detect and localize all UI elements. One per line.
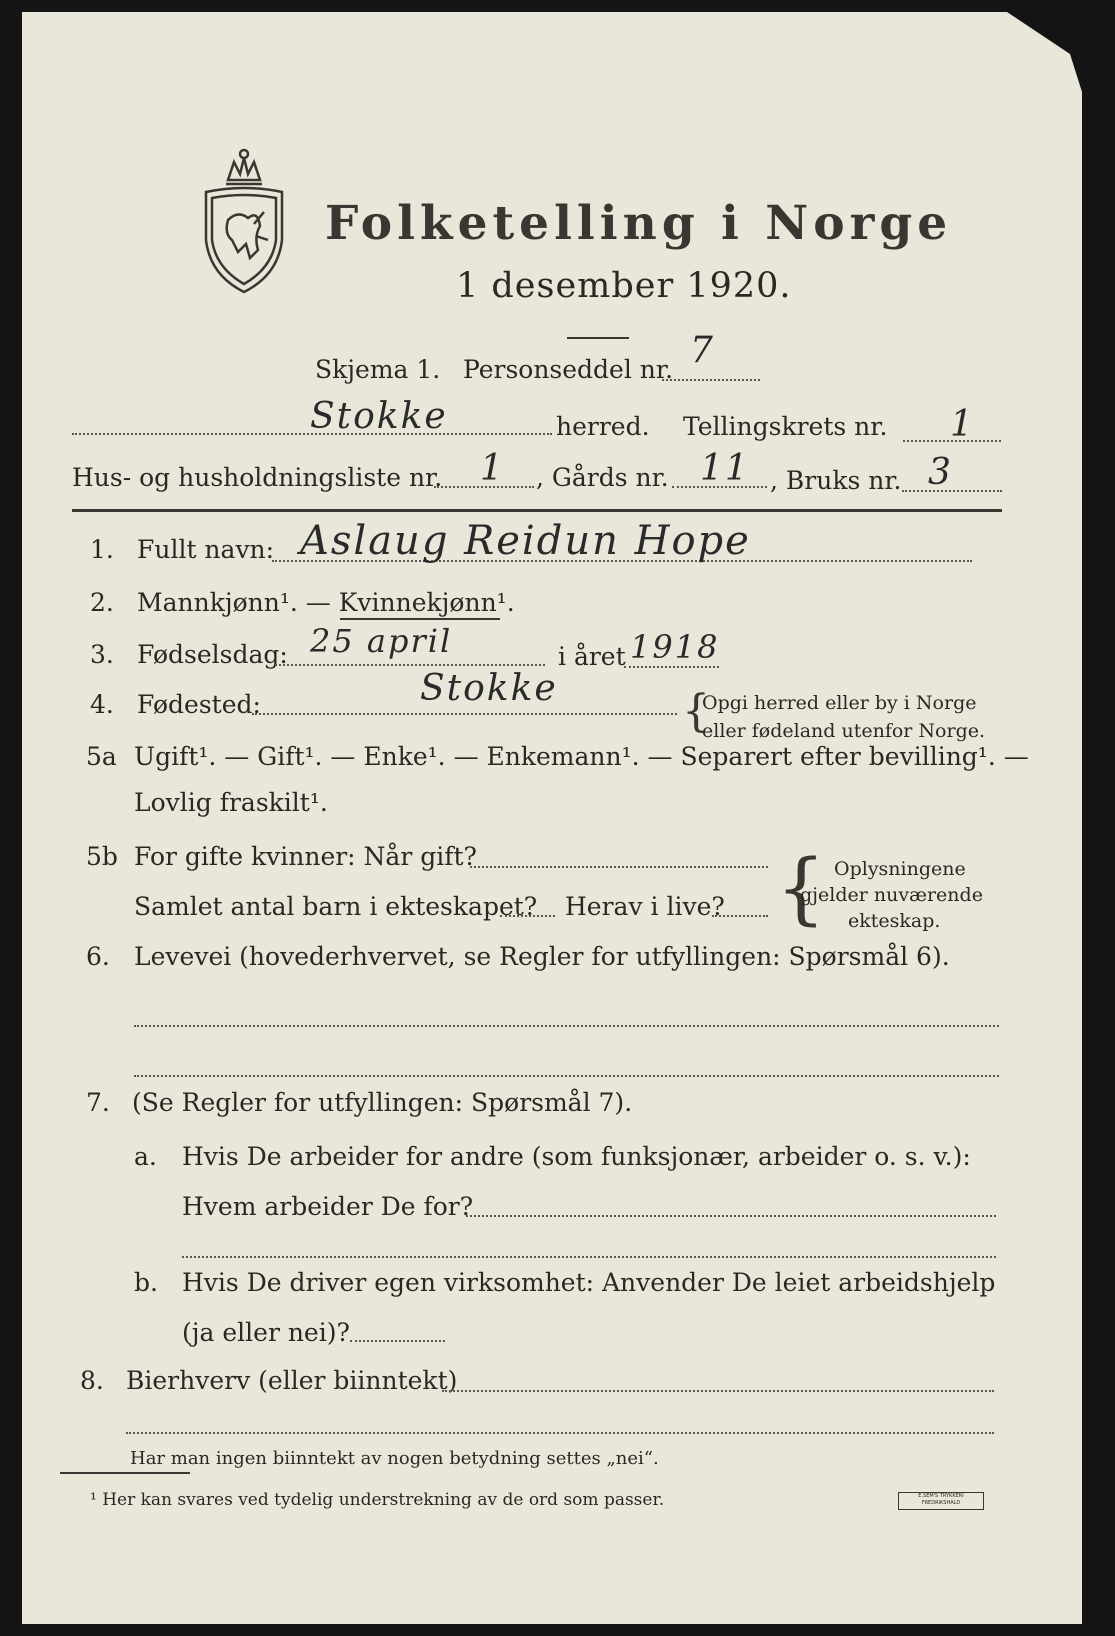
q7-number: 7.	[86, 1088, 110, 1117]
q6-number: 6.	[86, 942, 110, 971]
q2-number: 2.	[90, 588, 114, 617]
q3-year-label: i året	[558, 642, 626, 671]
q3-year-line	[624, 666, 719, 668]
q2-label: Mannkjønn¹. — Kvinnekjønn¹.	[137, 588, 515, 617]
q8-line	[442, 1390, 994, 1392]
herred-value: Stokke	[310, 396, 448, 437]
q3-year-value: 1918	[630, 628, 720, 666]
printer-stamp: E.SEM'S TRYKKERI FREDRIKSHALD	[898, 1492, 984, 1510]
q7a-line	[466, 1215, 996, 1217]
gards-label: , Gårds nr.	[536, 463, 669, 492]
q5b-children-line	[500, 915, 555, 917]
section-divider	[72, 509, 1002, 512]
form-title: Folketelling i Norge	[325, 196, 953, 251]
q4-label: Fødested:	[137, 690, 261, 719]
q5b-brace: {	[776, 844, 826, 934]
q5a-line1: Ugift¹. — Gift¹. — Enke¹. — Enkemann¹. — Separert efter bevilling¹. —	[134, 742, 1029, 771]
q7-label: (Se Regler for utfyllingen: Spørsmål 7).	[132, 1088, 633, 1117]
q4-note-line2: eller fødeland utenfor Norge.	[702, 720, 986, 742]
gards-value: 11	[700, 448, 750, 489]
q7a-number: a.	[134, 1142, 157, 1171]
hus-label: Hus- og husholdningsliste nr.	[72, 463, 443, 492]
personseddel-line	[662, 379, 760, 381]
q7b-line	[350, 1340, 445, 1342]
q5b-number: 5b	[86, 842, 118, 871]
tellingskrets-value: 1	[950, 404, 975, 445]
q6-line1	[134, 1025, 999, 1027]
q4-value: Stokke	[420, 668, 558, 709]
footnote-divider	[60, 1472, 190, 1474]
q7b-line1: Hvis De driver egen virksomhet: Anvender De leiet arbeidshjelp	[182, 1268, 996, 1297]
q8-number: 8.	[80, 1366, 104, 1395]
q4-brace: {	[682, 686, 710, 737]
personseddel-value: 7	[690, 330, 715, 371]
q8-label: Bierhverv (eller biinntekt)	[126, 1366, 458, 1395]
q3-value: 25 april	[310, 622, 453, 660]
q7a-line2-dots	[182, 1256, 996, 1258]
q8-line2	[126, 1432, 994, 1434]
bruks-value: 3	[928, 452, 953, 493]
title-divider	[567, 337, 629, 339]
q6-line2	[134, 1075, 999, 1077]
q8-note: Har man ingen biinntekt av nogen betydning settes „nei“.	[130, 1448, 659, 1469]
q7b-number: b.	[134, 1268, 158, 1297]
q7a-line2: Hvem arbeider De for?	[182, 1192, 474, 1221]
census-date: 1 desember 1920.	[456, 266, 792, 306]
herred-label: herred.	[556, 412, 650, 441]
q5b-alive-line	[712, 915, 768, 917]
q5a-line2: Lovlig fraskilt¹.	[134, 788, 328, 817]
skjema-label: Skjema 1.	[315, 355, 441, 384]
q5a-number: 5a	[86, 742, 117, 771]
q7a-line1: Hvis De arbeider for andre (som funksjonær, arbeider o. s. v.):	[182, 1142, 971, 1171]
q1-number: 1.	[90, 535, 114, 564]
q1-label: Fullt navn:	[137, 535, 275, 564]
norway-coat-of-arms-icon	[198, 140, 290, 300]
footnote: ¹ Her kan svares ved tydelig understrekning av de ord som passer.	[90, 1490, 665, 1510]
q4-line	[252, 713, 677, 715]
q5b-when-line	[470, 866, 768, 868]
q4-number: 4.	[90, 690, 114, 719]
q5b-line1: For gifte kvinner: Når gift?	[134, 842, 477, 871]
q3-line	[275, 664, 545, 666]
q5b-alive-label: Herav i live?	[565, 892, 725, 921]
personseddel-label: Personseddel nr.	[463, 355, 674, 384]
tellingskrets-label: Tellingskrets nr.	[683, 412, 888, 441]
q5b-note-line3: ekteskap.	[848, 910, 941, 932]
q3-label: Fødselsdag:	[137, 640, 288, 669]
q7b-line2: (ja eller nei)?	[182, 1318, 350, 1347]
q3-number: 3.	[90, 640, 114, 669]
q5b-children-label: Samlet antal barn i ekteskapet?	[134, 892, 538, 921]
q6-label: Levevei (hovederhvervet, se Regler for utfyllingen: Spørsmål 6).	[134, 942, 950, 971]
hus-value: 1	[480, 448, 505, 489]
q1-value: Aslaug Reidun Hope	[300, 518, 751, 564]
q5b-note-line2: gjelder nuværende	[800, 884, 983, 906]
q5b-note-line1: Oplysningene	[834, 858, 966, 880]
kvinnekjonn-underline	[340, 618, 500, 620]
q4-note-line1: Opgi herred eller by i Norge	[702, 692, 977, 714]
bruks-label: , Bruks nr.	[770, 466, 902, 495]
